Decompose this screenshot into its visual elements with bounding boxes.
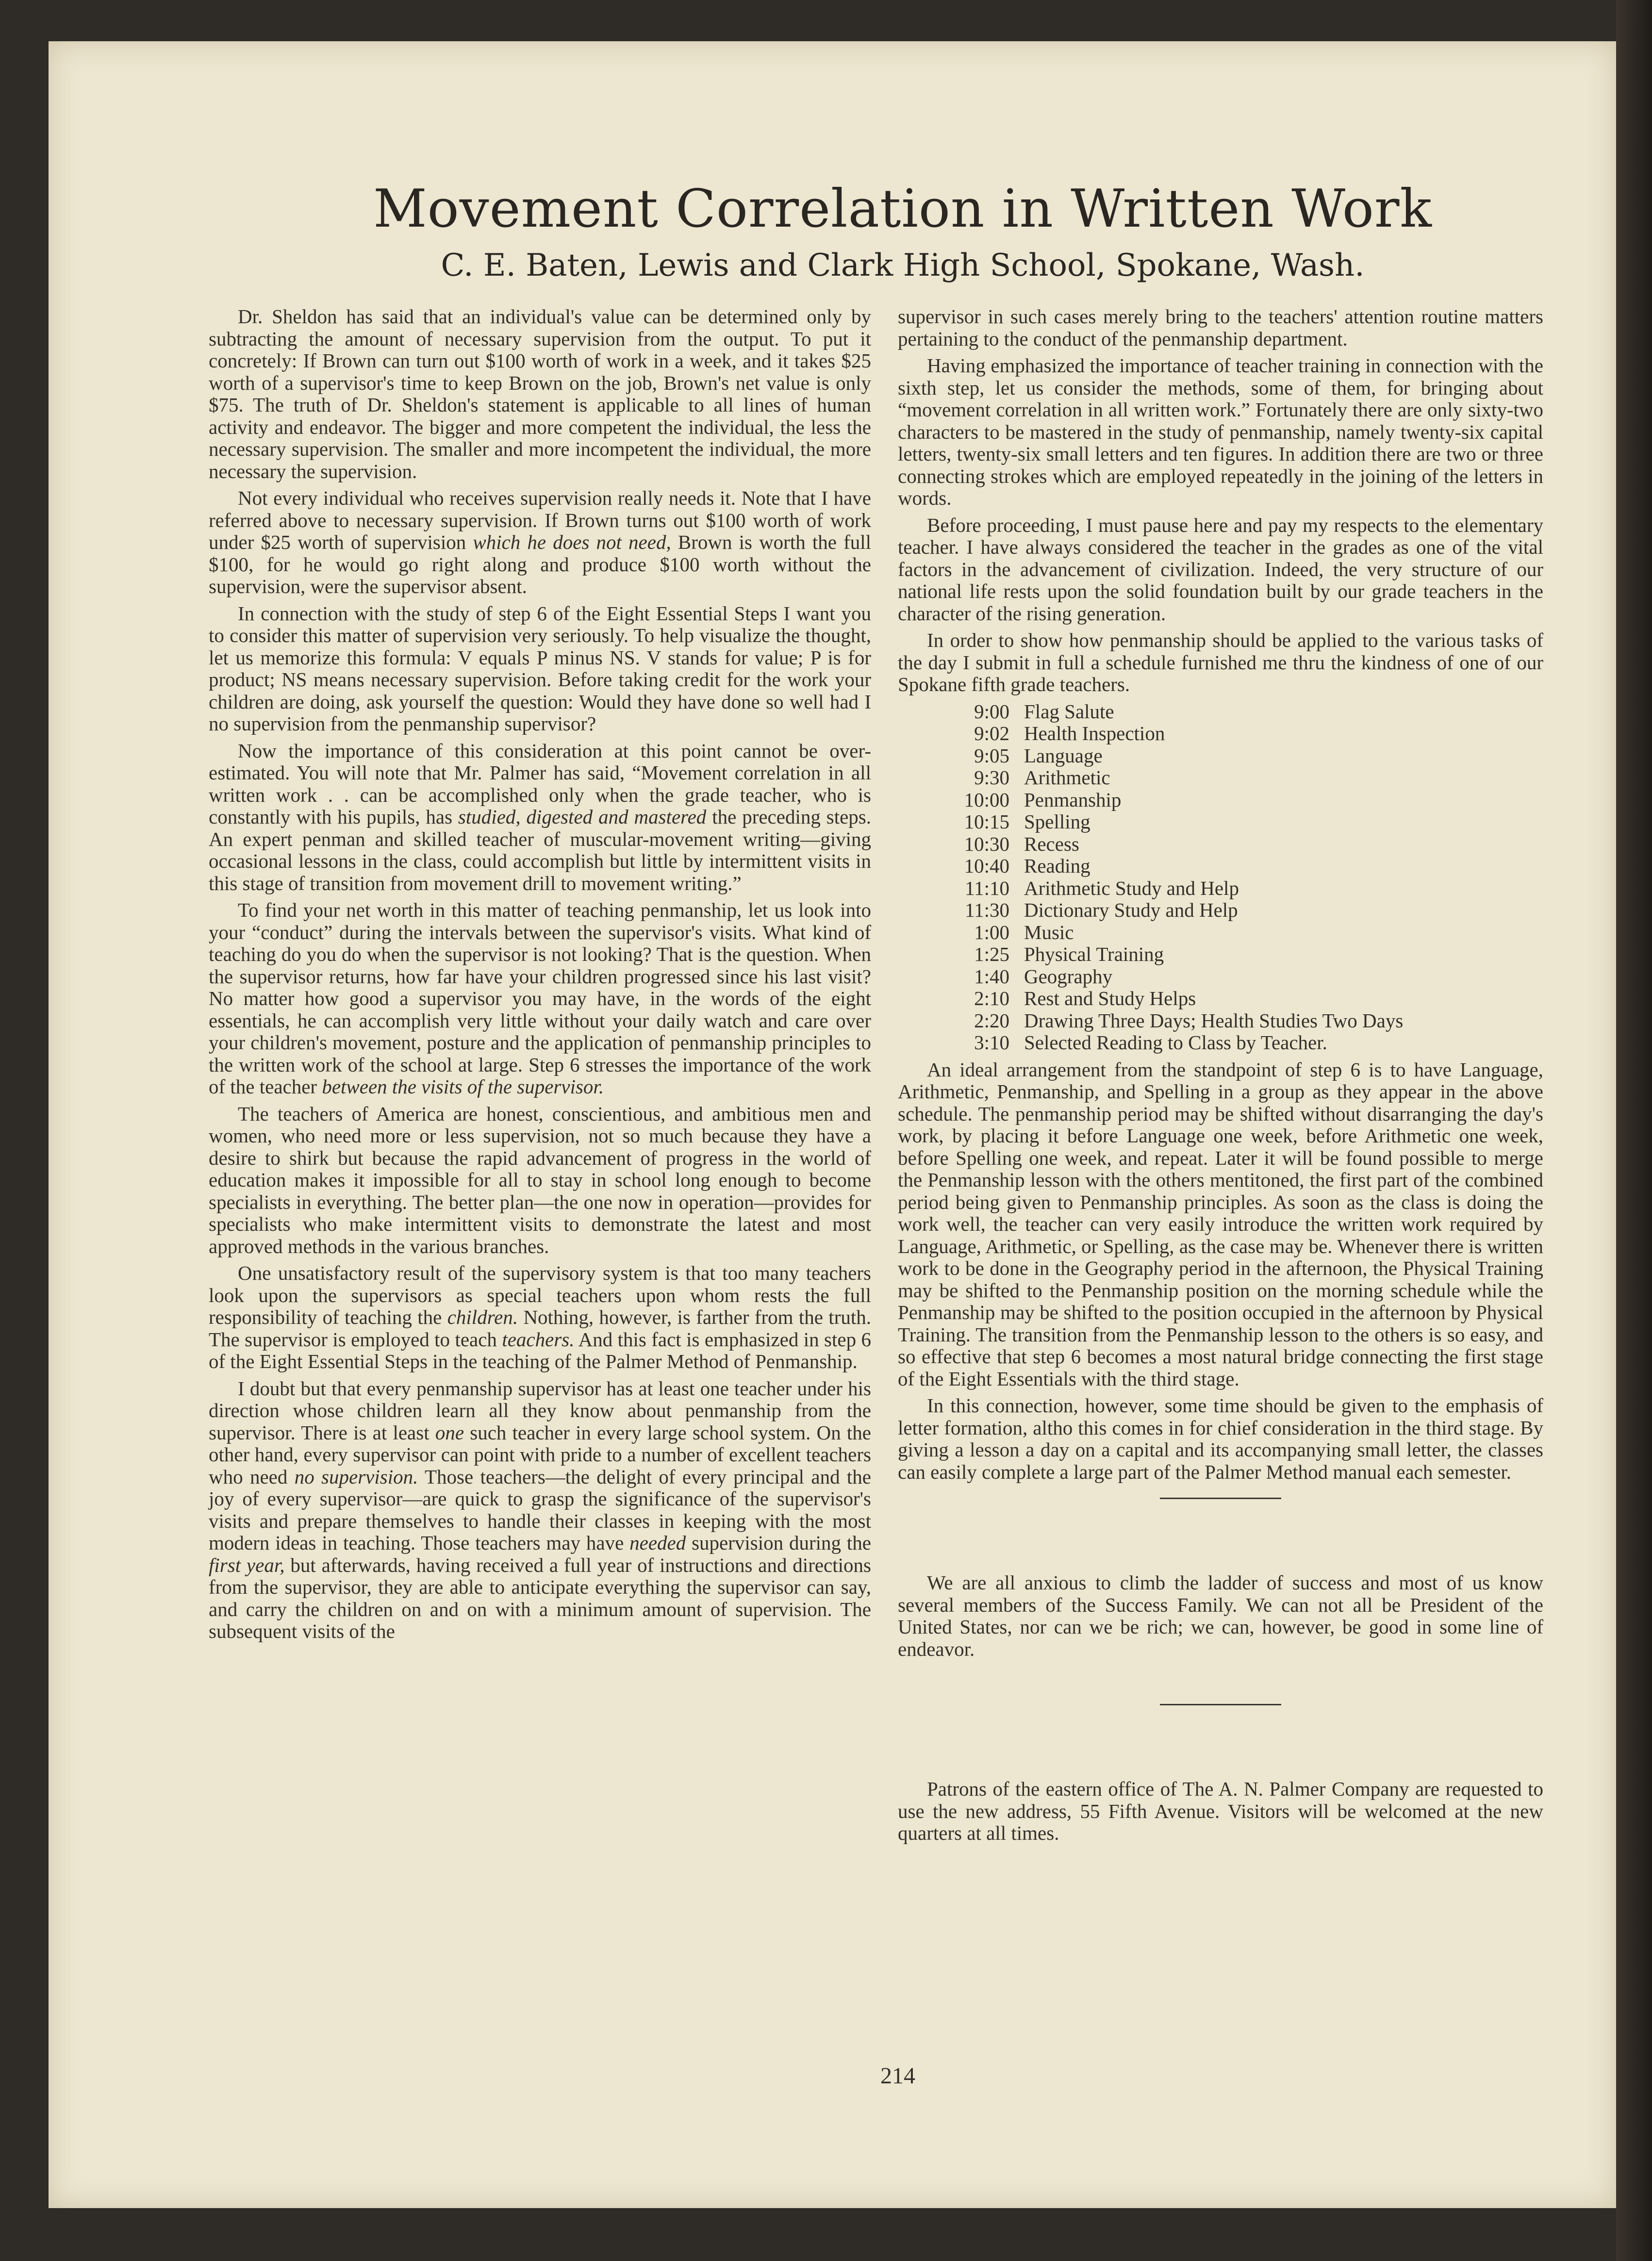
schedule-activity: Health Inspection [1024, 722, 1165, 744]
book-edge [1616, 0, 1652, 2261]
schedule-time: 11:30 [965, 899, 1009, 921]
schedule-time: 1:25 [974, 943, 1009, 965]
schedule-activity: Rest and Study Helps [1024, 987, 1196, 1009]
schedule-row [937, 833, 1543, 856]
schedule-activity: Dictionary Study and Help [1024, 899, 1238, 921]
article-title: Movement Correlation in Written Work [373, 179, 1432, 239]
schedule-activity: Spelling [1024, 810, 1090, 833]
schedule-activity: Music [1024, 921, 1074, 943]
schedule-activity: Physical Training [1024, 943, 1164, 965]
paragraph: Dr. Sheldon has said that an individual's value can be determined only by subtracting the amount of necessary supervision from the output. To put it concretely: If Brown can turn out $100 worth of work in a week, and it takes $25 worth of a supervisor's time to keep Brown on the job, Brown's net value is only $75. The truth of Dr. Sheldon's statement is applicable to all lines of human activity and endeavor. The bigger and more competent the individual, the less the necessary supervision. The smaller and more incompetent the individual, the more necessary the supervision. [209, 305, 871, 482]
schedule-row [937, 922, 1543, 944]
schedule-row [937, 701, 1543, 723]
schedule-time: 2:10 [974, 987, 1009, 1009]
schedule-activity: Selected Reading to Class by Teacher. [1024, 1031, 1327, 1054]
paragraph: In this connection, however, some time should be given to the emphasis of letter formation, altho this comes in for chief consideration in the third stage. By giving a lesson a day on a capital and its accompanying small letter, the classes can easily complete a large part of the Palmer Method manual each semester. [898, 1394, 1543, 1483]
schedule-time: 9:05 [974, 744, 1009, 767]
schedule-time: 9:30 [974, 766, 1009, 789]
schedule-row [937, 966, 1543, 988]
schedule-time: 10:30 [964, 832, 1009, 855]
schedule-row [937, 789, 1543, 811]
paragraph: Now the importance of this consideration at this point cannot be over-estimated. You will note that Mr. Palmer has said, “Movement correlation in all written work . . can be accomplished only when the grade teacher, who is constantly with his pupils, has studied, digested and mastered the preceding steps. An expert penman and skilled teacher of muscular-movement writing—giving occasional lessons in the class, could accomplish but little by intermittent visits in this stage of transition from movement drill to movement writing.” [209, 739, 872, 894]
schedule-activity: Penmanship [1024, 788, 1122, 811]
schedule-list [937, 701, 1543, 1054]
divider [1160, 1498, 1281, 1499]
schedule-row [937, 943, 1543, 966]
schedule-activity: Language [1024, 744, 1103, 767]
schedule-time: 10:40 [964, 855, 1009, 877]
schedule-row [937, 811, 1543, 833]
paragraph: Having emphasized the importance of teacher training in connection with the sixth step, let us consider the methods, some of them, for bringing about “movement correlation in all written work.” Fortunately there are only sixty-two characters to be mastered in the study of penmanship, namely twenty-six capital letters, twenty-six small letters and ten figures. In addition there are two or three connecting strokes which are employed repeatedly in the joining of the letters in words. [898, 354, 1543, 509]
left-column [209, 306, 871, 1648]
schedule-row [937, 877, 1543, 900]
schedule-row [937, 745, 1543, 767]
schedule-time: 2:20 [974, 1009, 1009, 1032]
schedule-time: 10:15 [964, 810, 1009, 833]
article-byline: C. E. Baten, Lewis and Clark High School, Spokane, Wash. [441, 248, 1365, 283]
paragraph: In order to show how penmanship should be applied to the various tasks of the day I submit in full a schedule furnished me thru the kindness of one of our Spokane fifth grade teachers. [898, 629, 1543, 695]
paragraph: In connection with the study of step 6 of the Eight Essential Steps I want you to consider this matter of supervision very seriously. To help visualize the thought, let us memorize this formula: V equals P minus NS. V stands for value; P is for product; NS means necessary supervision. Before taking credit for the work your children are doing, ask yourself the question: Would they have done so well had I no supervision from the penmanship supervisor? [209, 602, 871, 735]
schedule-row [937, 855, 1543, 877]
schedule-activity: Recess [1024, 832, 1079, 855]
right-column [898, 306, 1543, 1849]
schedule-row [937, 723, 1543, 745]
paragraph: Not every individual who receives supervision really needs it. Note that I have referred above to necessary supervision. If Brown turns out $100 worth of work under $25 worth of supervision which he does not need, Brown is worth the full $100, for he would go right along and produce $100 worth without the supervision, were the supervisor absent. [209, 487, 872, 597]
schedule-activity: Reading [1024, 855, 1090, 877]
page-number: 214 [880, 2063, 915, 2089]
schedule-time: 9:02 [974, 722, 1009, 744]
schedule-row [937, 988, 1543, 1010]
paragraph: To find your net worth in this matter of teaching penmanship, let us look into your “conduct” during the intervals between the supervisor's visits. What kind of teaching do you do when the supervisor is not looking? That is the question. When the supervisor returns, how far have your children progressed since his last visit? No matter how good a supervisor you may have, in the words of the eight essentials, he can accomplish very little without your daily watch and care over your children's movement, posture and the application of penmanship principles to the written work of the school at large. Step 6 stresses the importance of the work of the teacher between the visits of the supervisor. [209, 899, 871, 1098]
schedule-time: 9:00 [974, 700, 1009, 723]
paragraph: An ideal arrangement from the standpoint of step 6 is to have Language, Arithmetic, Penmanship, and Spelling in a group as they appear in the above schedule. The penmanship period may be shifted without disarranging the day's work, by placing it before Language one week, before Arithmetic one week, before Spelling one week, and repeat. Later it will be found possible to merge the Penmanship lesson with the others mentitoned, the first part of the combined period being given to Penmanship principles. As soon as the class is doing the work well, the teacher can very easily introduce the written work required by Language, Arithmetic, or Spelling, as the case may be. Whenever there is written work to be done in the Geography period in the afternoon, the Physical Training may be shifted to the Penmanship position on the morning schedule while the Penmanship may be shifted to the position occupied in the afternoon by Physical Training. The transition from the Penmanship lesson to the others is so easy, and so effective that step 6 becomes a most natural bridge connecting the first stage of the Eight Essentials with the third stage. [898, 1058, 1543, 1390]
schedule-activity: Arithmetic Study and Help [1024, 876, 1239, 899]
schedule-activity: Geography [1024, 965, 1113, 988]
schedule-time: 11:10 [965, 876, 1009, 899]
schedule-time: 1:40 [974, 965, 1009, 988]
schedule-row [937, 899, 1543, 922]
schedule-time: 3:10 [974, 1031, 1009, 1054]
paragraph: Before proceeding, I must pause here and pay my respects to the elementary teacher. I have always considered the teacher in the grades as one of the vital factors in the advancement of civilization. Indeed, the very structure of our national life rests upon the solid foundation built by our grade teachers in the character of the rising generation. [898, 513, 1543, 625]
schedule-activity: Flag Salute [1024, 700, 1114, 723]
schedule-activity: Drawing Three Days; Health Studies Two Days [1024, 1009, 1404, 1032]
schedule-row [937, 1032, 1543, 1054]
schedule-time: 10:00 [964, 788, 1009, 811]
schedule-activity: Arithmetic [1024, 766, 1110, 789]
schedule-row [937, 767, 1543, 789]
schedule-row [937, 1010, 1543, 1032]
schedule-time: 1:00 [974, 921, 1009, 943]
note-paragraph: We are all anxious to climb the ladder of success and most of us know several members of the Success Family. We can not all be President of the United States, nor can we be rich; we can, however, be good in some line of endeavor. [898, 1571, 1543, 1660]
paragraph: One unsatisfactory result of the supervisory system is that too many teachers look upon the supervisors as special teachers upon whom rests the full responsibility of teaching the children. Nothing, however, is farther from the truth. The supervisor is employed to teach teachers. And this fact is emphasized in step 6 of the Eight Essential Steps in the teaching of the Palmer Method of Penmanship. [209, 1262, 871, 1372]
paragraph: I doubt but that every penmanship supervisor has at least one teacher under his direction whose children learn all they know about penmanship from the supervisor. There is at least one such teacher in every large school system. On the other hand, every supervisor can point with pride to a number of excellent teachers who need no supervision. Those teachers—the delight of every principal and the joy of every supervisor—are quick to grasp the significance of the supervisor's visits and prepare themselves to handle their classes in keeping with the most modern ideas in teaching. Those teachers may have needed supervision during the first year, but afterwards, having received a full year of instructions and directions from the supervisor, they are able to anticipate everything the supervisor can say, and carry the children on and on with a minimum amount of supervision. The subsequent visits of the [209, 1377, 872, 1642]
paragraph: The teachers of America are honest, conscientious, and ambitious men and women, who need more or less supervision, not so much because they have a desire to shirk but because the rapid advancement of progress in the world of education makes it impossible for all to stay in school long enough to become specialists in everything. The better plan—the one now in operation—provides for specialists who make intermittent visits to demonstrate the latest and most approved methods in the various branches. [209, 1102, 871, 1257]
note-paragraph: Patrons of the eastern office of The A. N. Palmer Company are requested to use the new address, 55 Fifth Avenue. Visitors will be welcomed at the new quarters at all times. [898, 1778, 1543, 1844]
divider [1160, 1704, 1281, 1705]
paragraph: supervisor in such cases merely bring to the teachers' attention routine matters pertaining to the conduct of the penmanship department. [898, 305, 1543, 350]
